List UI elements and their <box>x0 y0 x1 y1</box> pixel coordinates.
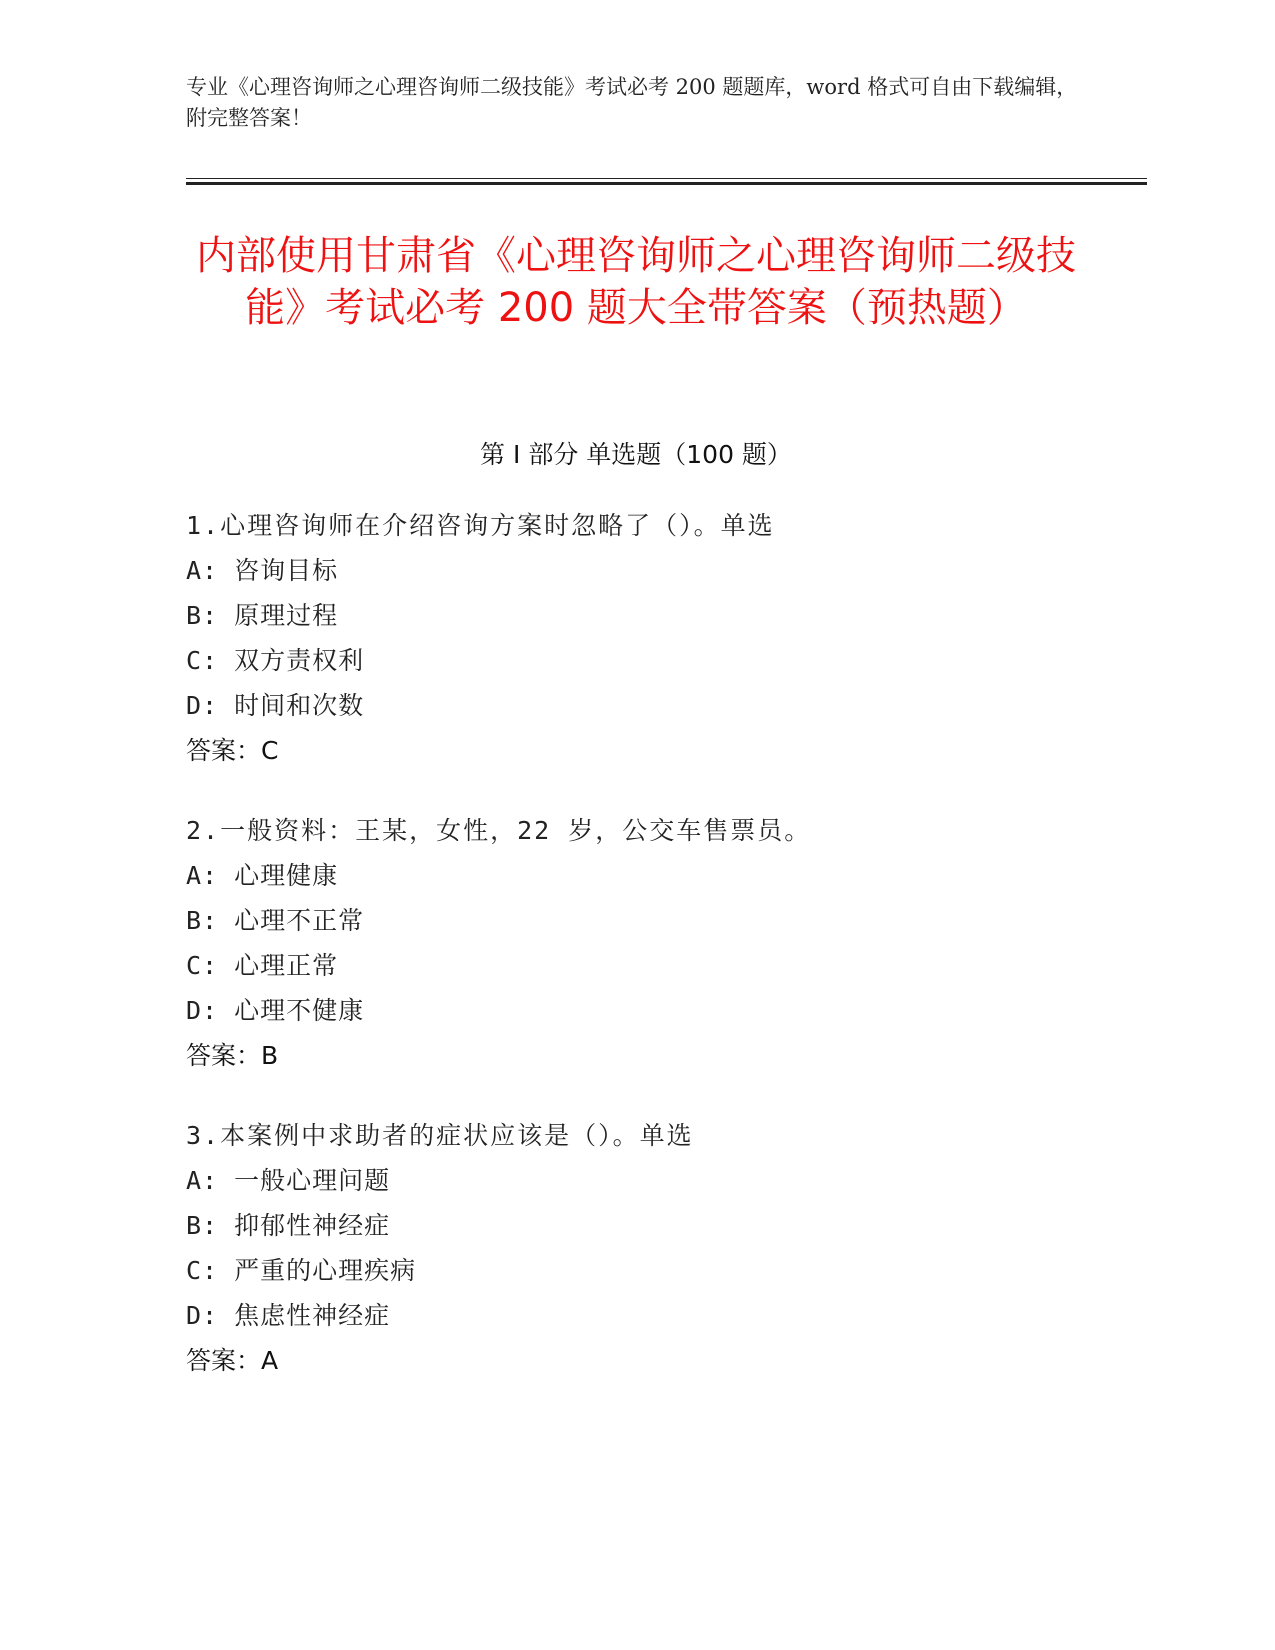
header-divider-thin <box>186 178 1147 179</box>
question-stem: 1.心理咨询师在介绍咨询方案时忽略了（）。单选 <box>186 511 775 540</box>
option-c: C: 双方责权利 <box>186 646 365 675</box>
option-c: C: 心理正常 <box>186 951 339 980</box>
section-heading: 第 I 部分 单选题（100 题） <box>480 440 792 469</box>
question-stem: 3.本案例中求助者的症状应该是（）。单选 <box>186 1121 694 1150</box>
document-title: 内部使用甘肃省《心理咨询师之心理咨询师二级技能》考试必考 200 题大全带答案（预热题） <box>196 233 1076 331</box>
option-b: B: 原理过程 <box>186 601 339 630</box>
answer: 答案：B <box>186 1041 279 1070</box>
option-b: B: 心理不正常 <box>186 906 365 935</box>
header-divider-thick <box>186 182 1147 185</box>
question-stem: 2.一般资料：王某，女性，22 岁，公交车售票员。 <box>186 816 812 845</box>
intro-text: 专业《心理咨询师之心理咨询师二级技能》考试必考 200 题题库，word 格式可自由下载编辑，附完整答案！ <box>186 75 1078 130</box>
option-c: C: 严重的心理疾病 <box>186 1256 417 1285</box>
option-a: A: 咨询目标 <box>186 556 339 585</box>
question-1 <box>186 503 1186 773</box>
question-3 <box>186 1113 1186 1383</box>
answer: 答案：C <box>186 736 279 765</box>
option-d: D: 焦虑性神经症 <box>186 1301 391 1330</box>
option-b: B: 抑郁性神经症 <box>186 1211 391 1240</box>
option-a: A: 心理健康 <box>186 861 339 890</box>
option-d: D: 心理不健康 <box>186 996 365 1025</box>
answer: 答案：A <box>186 1346 279 1375</box>
question-2 <box>186 808 1186 1078</box>
option-a: A: 一般心理问题 <box>186 1166 391 1195</box>
option-d: D: 时间和次数 <box>186 691 365 720</box>
